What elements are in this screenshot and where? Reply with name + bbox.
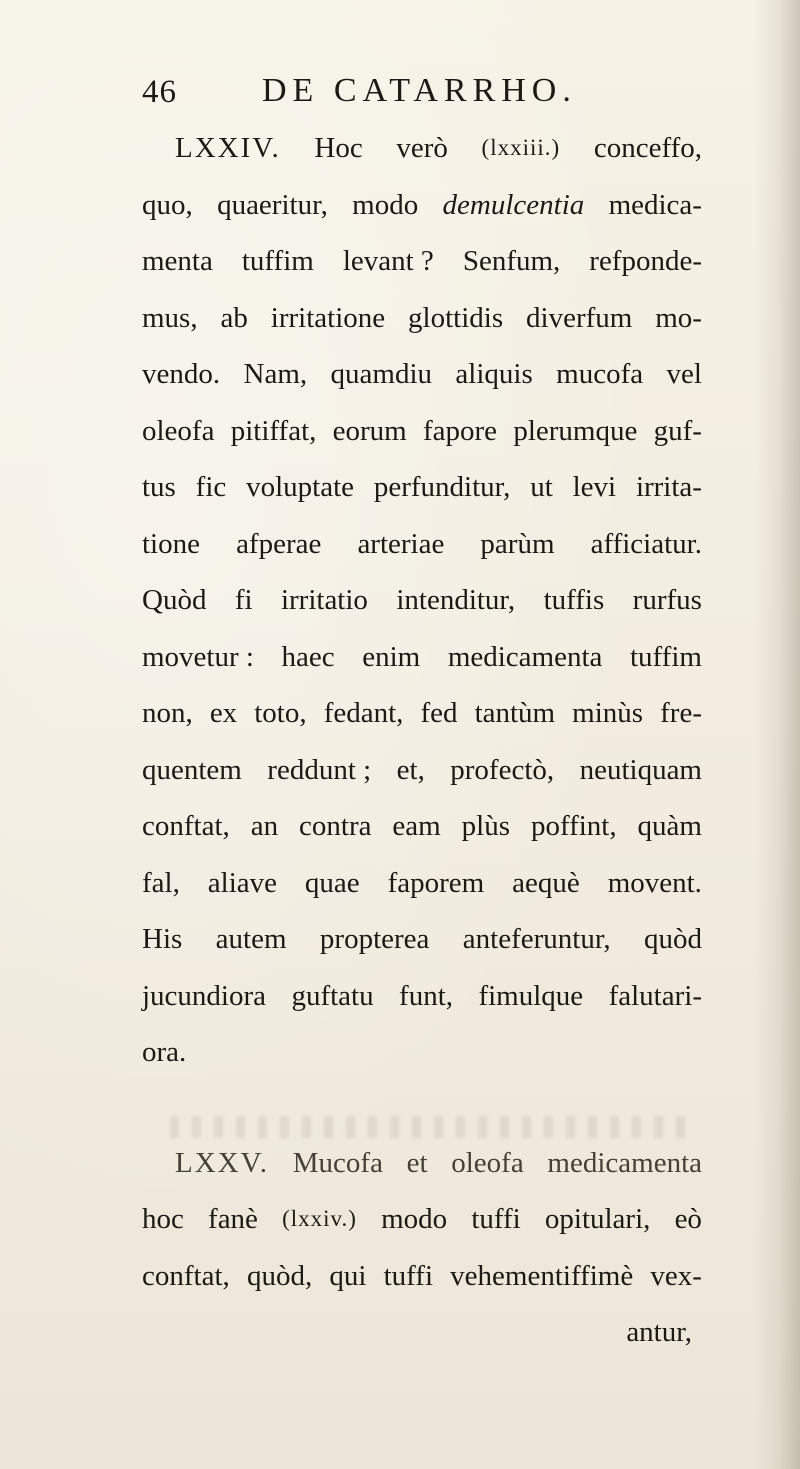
word: quòd, [246,1259,313,1292]
word: oleofa [451,1146,524,1179]
word: modo [352,188,419,221]
paragraph-line [142,120,702,177]
paragraph-line [142,1191,702,1248]
word: medicamenta [547,1146,702,1179]
word: eò [674,1203,702,1235]
word: movent. [607,866,702,899]
word: fimulque [478,979,584,1012]
word: minùs [572,697,644,729]
word: jucundiora [142,979,267,1012]
paragraph-line [142,1024,702,1081]
section-numeral: LXXIV. [175,132,281,164]
word: Hoc [314,132,363,164]
word: perfunditur, [373,471,511,503]
page-edge-shadow [754,0,800,1469]
section-numeral: LXXV. [175,1146,270,1179]
word: tus [142,471,176,503]
word: tuffim [629,640,702,673]
paragraph-line [142,629,702,686]
word: conftat, [142,810,230,842]
word: plùs [461,810,511,842]
italic-term: demulcentia [442,188,585,221]
word: tione [142,527,200,560]
page-number: 46 [142,74,177,110]
word: poffint, [530,810,617,842]
word: medicamenta [447,640,603,673]
paragraph-line [142,572,702,629]
word: tuffi [471,1203,521,1235]
word: voluptate [246,471,355,503]
paragraph-line [142,1248,702,1305]
word: contra [299,810,372,842]
word: arteriae [357,527,445,560]
text-block [142,120,702,1361]
word: quòd [643,923,702,955]
word: irritatio [280,584,368,616]
word: quentem [142,753,242,786]
word: fed [420,697,458,729]
word: irritatione [270,301,386,334]
word: quàm [637,810,702,842]
word: hoc [142,1203,184,1235]
paragraph-line [142,177,702,234]
paragraph-line [142,459,702,516]
word: profectò, [450,753,555,786]
word: fi [234,584,253,616]
word: non, [142,697,193,729]
running-head [142,72,662,112]
word: fanè [208,1203,258,1235]
word: movetur : [142,640,254,673]
paragraph-line [142,516,702,573]
catchword-line [142,1304,702,1361]
word: falutari- [608,979,702,1012]
paragraph-line [142,968,702,1025]
word: verò [396,132,448,164]
word: guftatu [291,979,374,1012]
word: vel [666,358,702,390]
paragraph-line [142,685,702,742]
word: levant ? [342,245,434,277]
word: ut [530,471,553,503]
word: tuffis [543,584,605,616]
word: medica- [608,188,702,221]
word: eam [392,810,441,842]
word: afperae [236,527,322,560]
word: plerumque [513,414,638,447]
word: quae [304,866,360,899]
word: tuffi [383,1259,433,1292]
word: reddunt ; [267,753,372,786]
cross-reference: (lxxiv.) [282,1206,357,1231]
word: enim [362,640,421,673]
paragraph-line [142,911,702,968]
paragraph-line [142,233,702,290]
word: pitiffat, [230,414,317,447]
word: irrita- [635,471,702,503]
word: Senfum, [462,245,561,277]
section-gap [142,1081,702,1135]
word: toto, [254,697,307,729]
word: Nam, [243,358,308,390]
word: mo- [655,301,702,334]
word: et, [396,753,425,786]
word: haec [281,640,335,673]
word: modo [381,1203,448,1235]
word: vehementiffimè [450,1259,634,1292]
catchword: antur, [626,1316,692,1348]
word: fal, [142,866,180,899]
word: oleofa [142,414,215,447]
paragraph-line [142,855,702,912]
word: quo, [142,188,193,221]
word: an [250,810,279,842]
word: glottidis [408,301,504,334]
word: et [406,1146,428,1179]
word: His [142,923,183,955]
word: faporem [387,866,485,899]
word: fedant, [323,697,404,729]
word: qui [329,1259,367,1292]
word: Quòd [142,584,207,616]
word: opitulari, [544,1203,651,1235]
word: aliave [207,866,277,899]
word: ex [209,697,238,729]
word: refponde- [589,245,702,277]
word: afficiatur. [590,527,702,560]
word: fic [195,471,227,503]
word: guf- [653,414,702,447]
running-title: DE CATARRHO. [262,72,577,109]
word: vendo. [142,358,221,390]
word: rurfus [632,584,702,616]
word: eorum [332,414,407,447]
word: funt, [399,979,454,1012]
word: quaeritur, [217,188,328,221]
word: ab [220,301,248,334]
word: anteferuntur, [462,923,611,955]
word: tantùm [474,697,556,729]
word: tuffim [241,245,314,277]
paragraph-line [142,290,702,347]
word: fre- [660,697,702,729]
word: intenditur, [396,584,516,616]
word: levi [572,471,617,503]
word: ora. [142,1036,187,1068]
word: menta [142,245,213,277]
word: conftat, [142,1259,230,1292]
word: conceffo, [593,132,702,164]
word: vex- [650,1259,702,1292]
word: mus, [142,301,198,334]
paragraph-line [142,403,702,460]
word: autem [215,923,287,955]
paragraph-line [142,1135,702,1192]
word: diverfum [526,301,633,334]
word: quamdiu [330,358,433,390]
word: Mucofa [292,1146,383,1179]
paragraph-line [142,346,702,403]
word: propterea [319,923,430,955]
word: aliquis [455,358,533,390]
paragraph-line [142,742,702,799]
word: fapore [423,414,498,447]
word: neutiquam [579,753,702,786]
paragraph-line [142,798,702,855]
cross-reference: (lxxiii.) [481,135,561,160]
word: aequè [512,866,580,899]
word: mucofa [556,358,644,390]
word: parùm [480,527,555,560]
